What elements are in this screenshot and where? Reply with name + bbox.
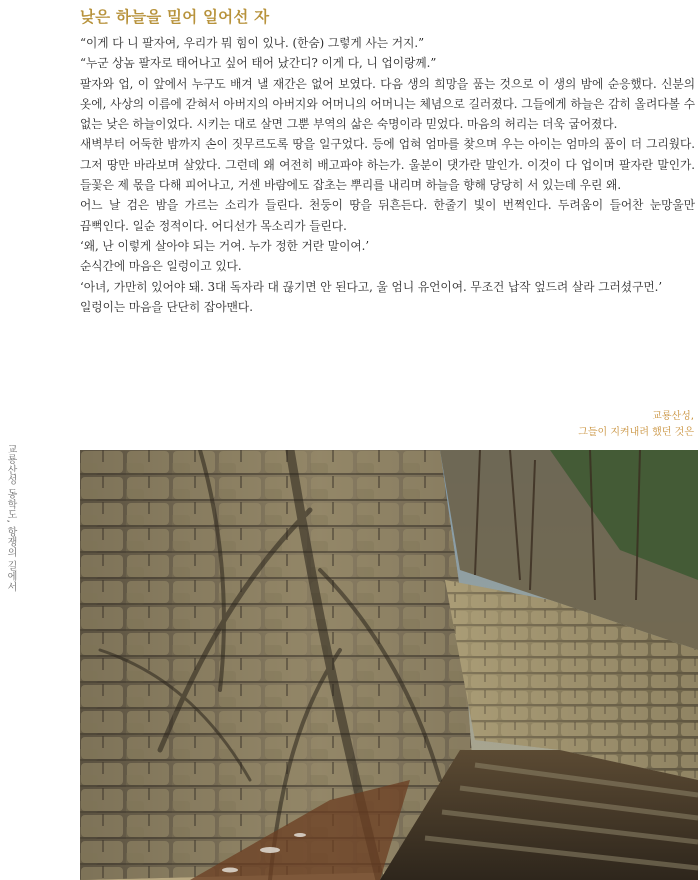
- article-body: [80, 33, 695, 317]
- fortress-wall-photo: [80, 450, 698, 880]
- caption-line: 그들이 지켜내려 했던 것은: [578, 427, 694, 438]
- paragraph: “이게 다 니 팔자여, 우리가 뭐 힘이 있나. (한숨) 그렇게 사는 거지.”: [80, 36, 425, 50]
- paragraph: 순식간에 마음은 일렁이고 있다.: [80, 259, 242, 274]
- running-header: 교룡산성 동학도, 항쟁의 길에서: [5, 444, 16, 592]
- photo-illustration: [80, 450, 698, 880]
- paragraph: 새벽부터 어둑한 밤까지 손이 짓무르도록 땅을 일구었다. 등에 업혀 엄마를 찾으며 우는 아이는 엄마의 품이 더 그리웠다. 그저 땅만 바라보며 살았다. 그런데 왜 여전히 배고파야 하는가. 울분이 댓가란 말인가. 이것이 다 업이며 팔자란 말인가. 들꽃은 제 몫을 다해 피어나고, 거센 바람에도 잡초는 뿌리를 내리며 하늘을 향해 당당히 서 있는데 우린 왜.: [80, 137, 695, 193]
- paragraph: 어느 날 검은 밤을 가르는 소리가 들린다. 천둥이 땅을 뒤흔든다. 한줄기 빛이 번쩍인다. 두려움이 들어찬 눈망울만 끔뻑인다. 일순 정적이다. 어디선가 목소리가 들린다.: [80, 198, 695, 233]
- paragraph: ‘아녀, 가만히 있어야 돼. 3대 독자라 대 끊기면 안 된다고, 울 엄니 유언이여. 무조건 납작 엎드려 살라 그러셨구먼.’: [80, 279, 663, 294]
- paragraph: 팔자와 업, 이 앞에서 누구도 배겨 낼 재간은 없어 보였다. 다음 생의 희망을 품는 것으로 이 생의 밤에 순응했다. 신분의 옷에, 사상의 이름에 갇혀서 아버지의 아버지와 어머니의 어머니는 체념으로 길러졌다. 그들에게 하늘은 감히 올려다볼 수 없는 낮은 하늘이었다. 시키는 대로 살면 그뿐 부역의 삶은 숙명이라 믿었다. 마음의 허리는 더욱 굽어졌다.: [80, 76, 695, 132]
- paragraph: “누군 상놈 팔자로 태어나고 싶어 태어 났간디? 이게 다, 니 업이랑께.”: [80, 56, 437, 71]
- paragraph: ‘왜, 난 이렇게 살아야 되는 거여. 누가 정한 거란 말이여.’: [80, 238, 370, 253]
- paragraph: 일렁이는 마음을 단단히 잡아맨다.: [80, 299, 253, 314]
- photo-caption: [578, 409, 694, 441]
- caption-line: 교룡산성,: [652, 411, 694, 422]
- section-title: 낮은 하늘을 밀어 일어선 자: [80, 8, 270, 26]
